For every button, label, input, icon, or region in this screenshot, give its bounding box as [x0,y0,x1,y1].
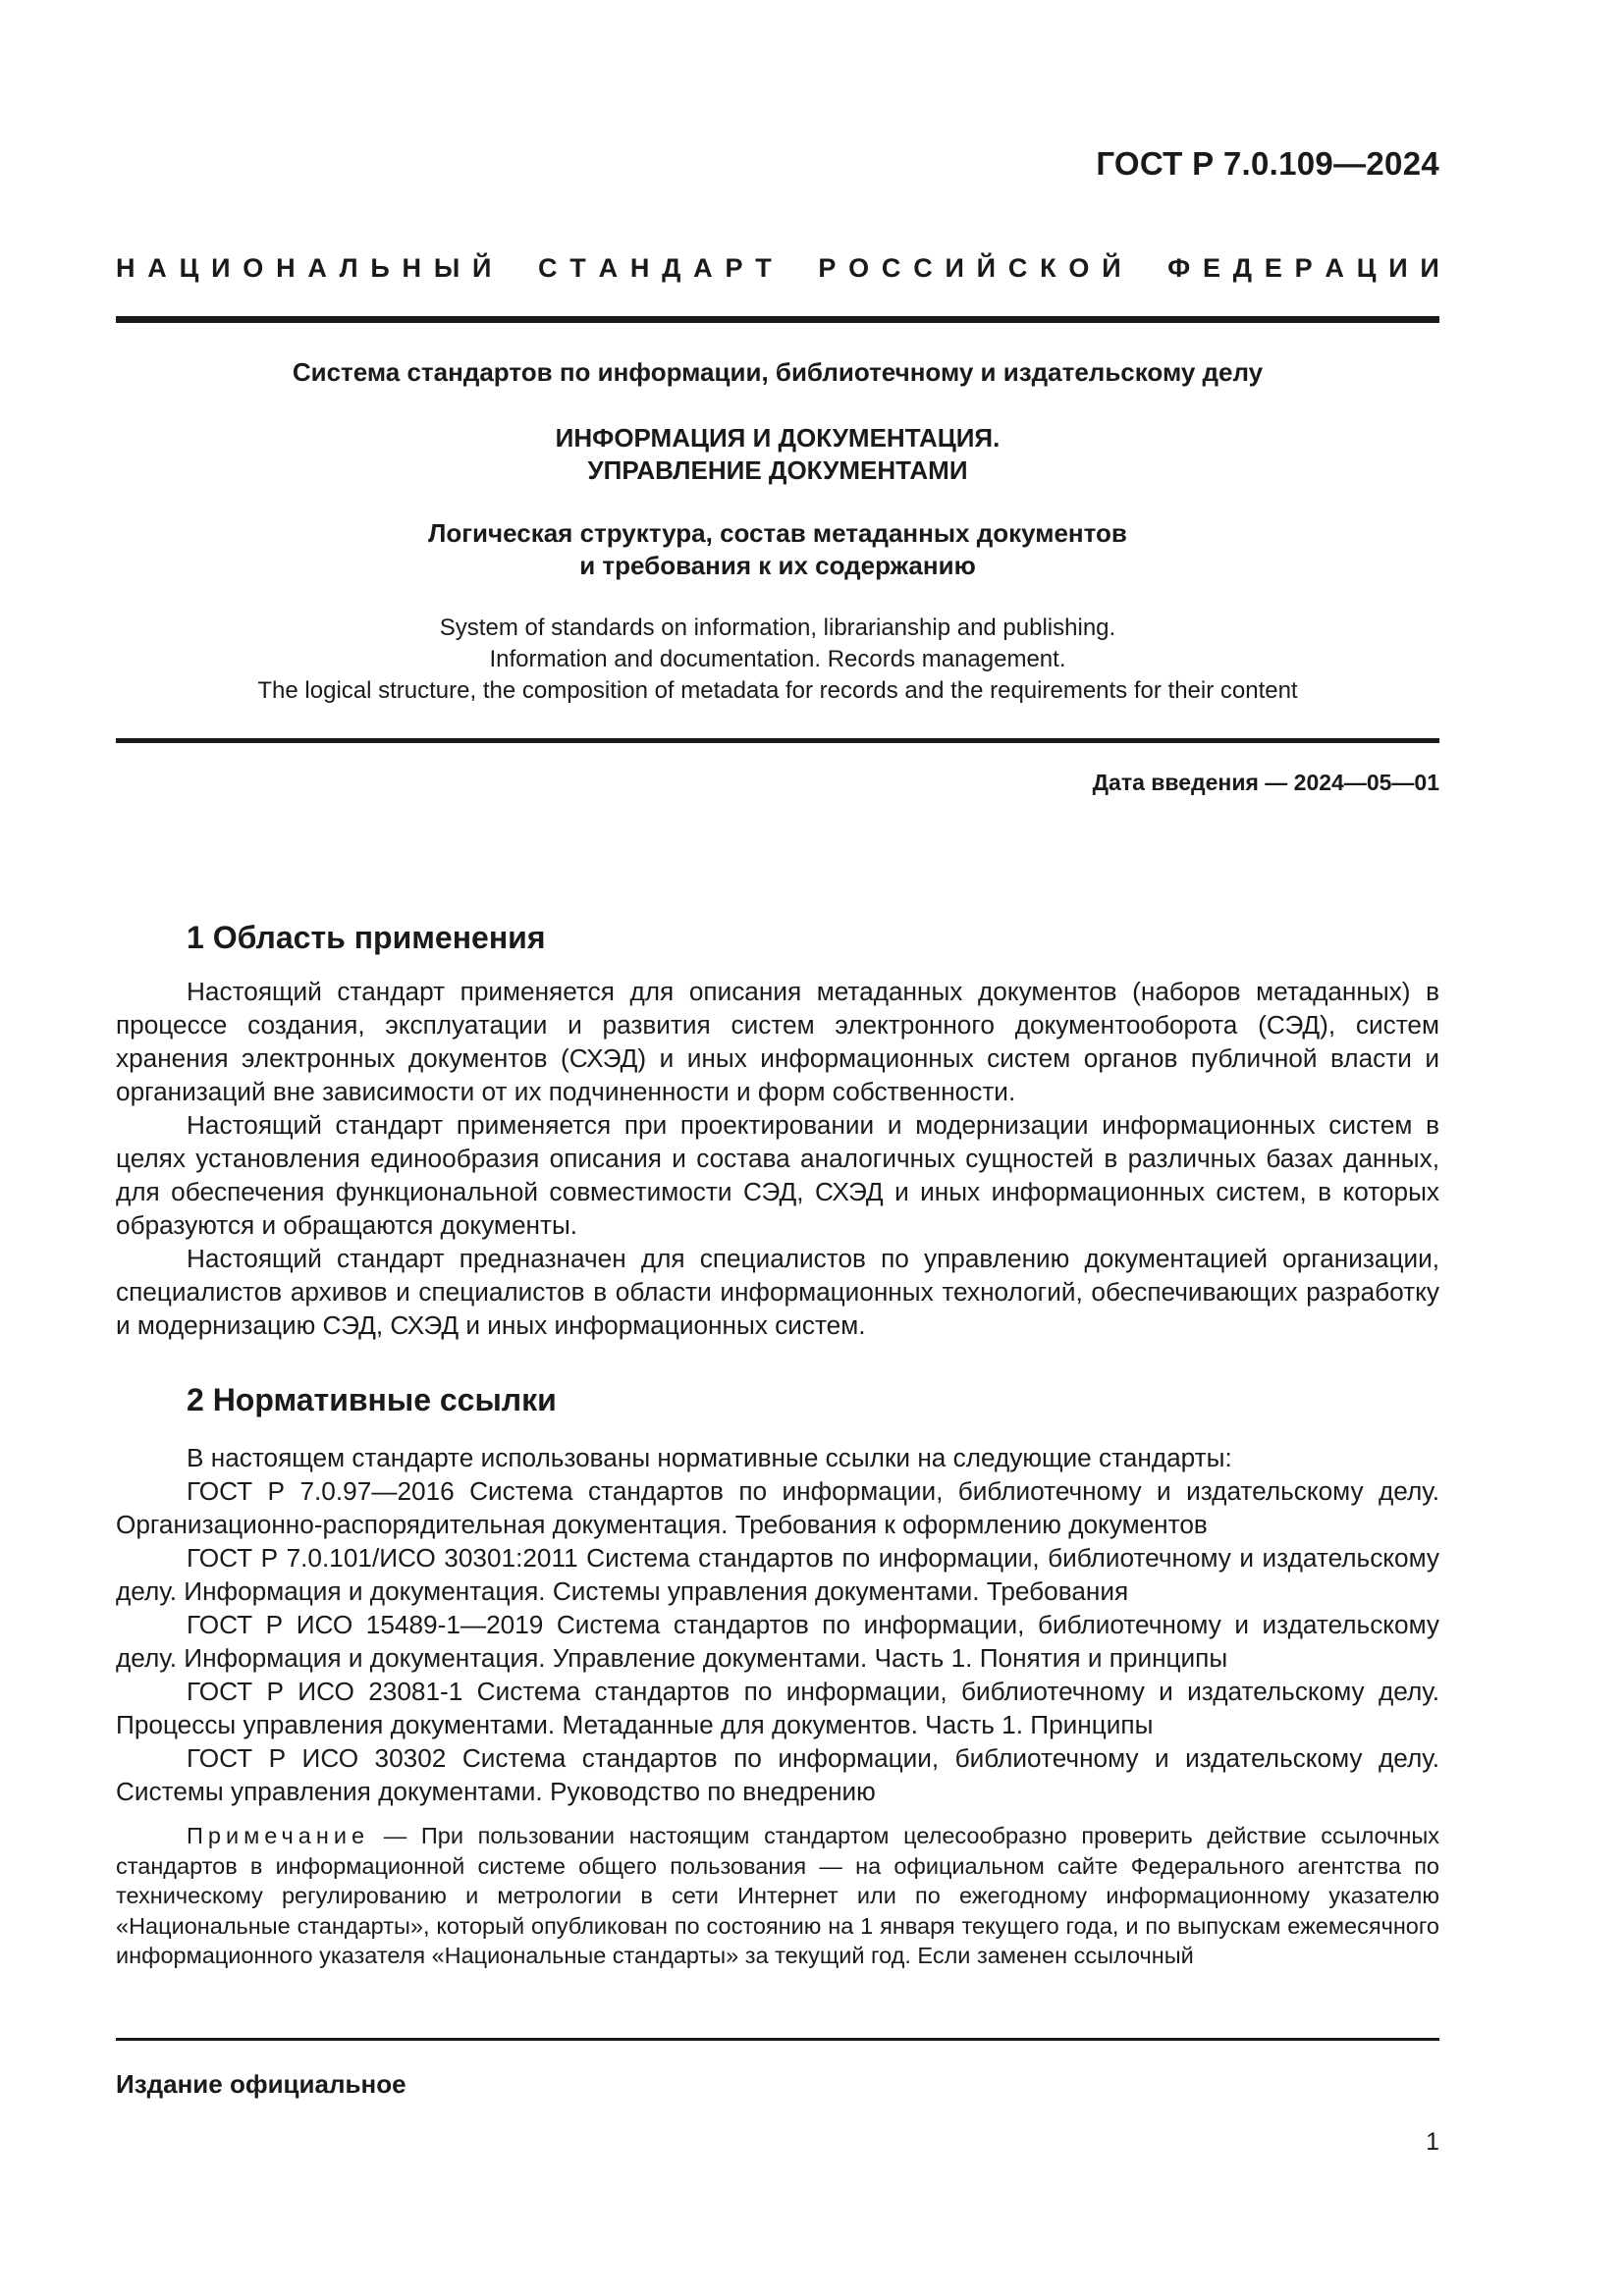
banner-letter: Ц [179,253,199,283]
header-rule [116,316,1439,323]
footer-rule [116,2038,1439,2041]
main-title-line: УПРАВЛЕНИЕ ДОКУМЕНТАМИ [587,455,968,485]
paragraph: Настоящий стандарт применяется при проектировании и модернизации информационных систем в целях установления единообразия описания и состава аналогичных сущностей в различных базах данных, для обеспечения функциональной совместимости СЭД, СХЭД и иных информационных систем, в которых образуются и обращаются документы. [116,1110,1439,1240]
banner-letter: Т [569,253,586,283]
banner-letter: Д [1232,253,1253,283]
banner-letter: Е [1264,253,1282,283]
banner-letter: Д [662,253,681,283]
banner-letter: И [945,253,964,283]
reference-item: ГОСТ Р 7.0.101/ИСО 30301:2011 Система стандартов по информации, библиотечному и издательскому делу. Информация и документация. Системы управления документами. Требования [116,1543,1439,1606]
reference-item: ГОСТ Р ИСО 23081-1 Система стандартов по информации, библиотечному и издательскому делу. Процессы управления документами. Метаданные для документов. Часть 1. Принципы [116,1677,1439,1739]
english-title-line: Information and documentation. Records management. [489,646,1066,672]
note-text: — При пользовании настоящим стандартом целесообразно проверить действие ссылочных стандартов в информационной системе общего пользования — на официальном сайте Федерального агентства по техническому регулированию и метрологии в сети Интернет или по ежегодному информационному указателю «Национальные стандарты», который опубликован по состоянию на 1 января текущего года, и по выпускам ежемесячного информационного указателя «Национальные стандарты» за текущий год. Если заменен ссылочный [116,1823,1439,1968]
banner-letter: С [538,253,558,283]
english-title-line: The logical structure, the composition of metadata for records and the requirements for their content [257,677,1298,704]
banner-letter: Ь [370,253,390,283]
section-body-references [116,1441,1439,1808]
banner-letter: А [147,253,167,283]
edition-label: Издание официальное [116,2069,406,2099]
banner-letter: С [1007,253,1028,283]
system-title: Система стандартов по информации, библиотечному и издательскому делу [292,357,1264,387]
banner-letter: Н [276,253,296,283]
note-label: Примечание [187,1823,370,1848]
english-title-line: System of standards on information, librarianship and publishing. [439,614,1116,641]
banner-letter: О [1068,253,1090,283]
word-gap [504,253,525,284]
banner-letter: К [1040,253,1056,283]
banner-letter: Ы [433,253,460,283]
section-body-scope [116,975,1439,1342]
banner-letter: И [1420,253,1439,283]
national-standard-banner [116,253,1439,284]
paragraph: В настоящем стандарте использованы нормативные ссылки на следующие стандарты: [187,1443,1232,1472]
reference-item: ГОСТ Р ИСО 15489-1—2019 Система стандартов по информации, библиотечному и издательскому делу. Информация и документация. Управление документами. Часть 1. Понятия и принципы [116,1610,1439,1673]
subtitle-line: Логическая структура, состав метаданных документов [428,518,1127,548]
banner-letter: Т [755,253,772,283]
paragraph: Настоящий стандарт предназначен для специалистов по управлению документацией организации, специалистов архивов и специалистов в области информационных технологий, обеспечивающих разработку и модернизацию СЭД, СХЭД и иных информационных систем. [116,1244,1439,1340]
banner-letter: Ц [1356,253,1377,283]
banner-letter: А [307,253,327,283]
english-title [116,613,1439,707]
banner-letter: Ф [1167,253,1191,283]
banner-letter: А [598,253,619,283]
introduction-date: Дата введения — 2024—05—01 [1092,770,1439,795]
banner-letter: О [243,253,264,283]
banner-letter: Р [818,253,837,283]
document-code: ГОСТ Р 7.0.109—2024 [1096,145,1439,182]
note [116,1821,1439,1971]
banner-letter: О [848,253,870,283]
banner-letter: И [211,253,231,283]
main-title [116,422,1439,487]
banner-letter: Р [1294,253,1313,283]
banner-letter: И [1388,253,1408,283]
banner-letter: Н [402,253,422,283]
banner-letter: Н [116,253,135,283]
banner-letter: Н [629,253,650,283]
banner-letter: Й [1102,253,1121,283]
subtitle [116,517,1439,582]
section-heading-scope: 1 Область применения [187,920,546,955]
reference-item: ГОСТ Р ИСО 30302 Система стандартов по информации, библиотечному и издательскому делу. Системы управления документами. Руководство по внедрению [116,1743,1439,1806]
subtitle-line: и требования к их содержанию [579,551,976,580]
title-block-rule [116,738,1439,743]
word-gap [785,253,806,284]
banner-letter: С [881,253,901,283]
reference-item: ГОСТ Р 7.0.97—2016 Система стандартов по информации, библиотечному и издательскому делу. Организационно-распорядительная документация. Требования к оформлению документов [116,1476,1439,1539]
banner-letter: Й [472,253,492,283]
banner-letter: С [913,253,933,283]
word-gap [1133,253,1155,284]
banner-letter: Е [1202,253,1220,283]
banner-letter: Р [725,253,743,283]
banner-letter: Л [339,253,358,283]
main-title-line: ИНФОРМАЦИЯ И ДОКУМЕНТАЦИЯ. [555,423,1001,453]
paragraph: Настоящий стандарт применяется для описания метаданных документов (наборов метаданных) в процессе создания, эксплуатации и развития систем электронного документооборота (СЭД), систем хранения электронных документов (СХЭД) и иных информационных систем органов публичной власти и организаций вне зависимости от их подчиненности и форм собственности. [116,977,1439,1106]
banner-letter: Й [976,253,997,283]
section-heading-references: 2 Нормативные ссылки [187,1382,557,1417]
banner-letter: А [1325,253,1344,283]
page-number: 1 [1426,2128,1439,2156]
banner-letter: А [693,253,713,283]
